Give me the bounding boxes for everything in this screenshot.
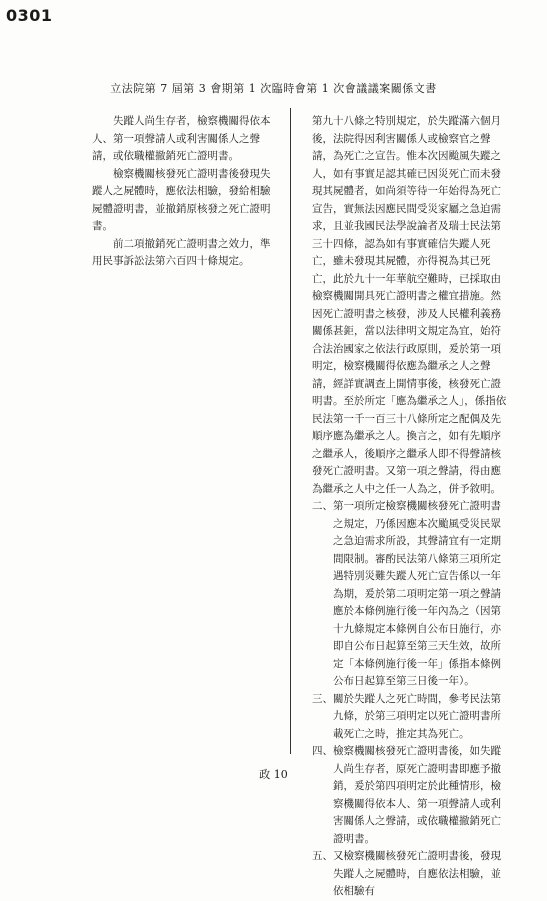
document-title: 立法院第 7 屆第 3 會期第 1 次臨時會第 1 次會議議案關係文書 bbox=[110, 82, 437, 95]
list-item bbox=[312, 848, 508, 901]
left-paragraph: 檢察機關核發死亡證明書後發現失蹤人之屍體時，應依法相驗，發給相驗屍體證明書，並撤銷原核發之死亡證明書。 bbox=[92, 167, 271, 232]
left-column bbox=[92, 113, 275, 271]
right-intro-paragraph: 第九十八條之特別規定，於失蹤滿六個月後，法院得因利害關係人或檢察官之聲請，為死亡之宣告。惟本次因颱風失蹤之人，如有事實足認其確已因災死亡而未發現其屍體者，如尚須等待一年始得為死亡宣告，實無法因應民間受災家屬之急迫需求，且並我國民法學說論者及瑞士民法第三十四條，認為如有事實確信失蹤人死亡，雖未發現其屍體，亦得視為其已死亡，此於九十一年華航空難時，已採取由檢察機關開具死亡證明書之權宜措施。然因死亡證明書之核發，涉及人民權利義務關係甚鉅，當以法律明文規定為宜，始符合法治國家之依法行政原則，爰於第一項明定，檢察機關得依應為繼承之人之聲請，經詳實調查上開情事後，核發死亡證明書。至於所定「應為繼承之人」，係指依民法第一千一百三十八條所定之配偶及先順序應為繼承之人。換言之，如有先順序之繼承人，後順序之繼承人即不得聲請核發死亡證明書。又第一項之聲請，得由應為繼承之人中之任一人為之，併予敘明。 bbox=[312, 115, 507, 495]
list-item-marker: 三、 bbox=[312, 692, 333, 705]
list-item-text: 關於失蹤人之死亡時間，參考民法第九條，於第三項明定以死亡證明書所載死亡之時，推定其為死亡。 bbox=[333, 692, 501, 740]
left-paragraph: 前二項撤銷死亡證明書之效力，準用民事訴訟法第六百四十條規定。 bbox=[92, 237, 271, 267]
list-item bbox=[312, 498, 508, 691]
list-item-text: 檢察機關核發死亡證明書後，如失蹤人尚生存者，原死亡證明書即應予撤銷，爰於第四項明定於此種情形，檢察機關得依本人、第一項聲請人或利害關係人之聲請，或依職權撤銷死亡證明書。 bbox=[333, 745, 501, 845]
list-item-text: 又檢察機關核發死亡證明書後，發現失蹤人之屍體時，自應依法相驗，並依相驗有 bbox=[333, 850, 501, 897]
column-divider bbox=[290, 108, 291, 754]
page-footer: 政 10 bbox=[259, 768, 288, 781]
list-item-marker: 五、 bbox=[312, 850, 333, 862]
list-item-marker: 四、 bbox=[312, 745, 333, 757]
page-number: 0301 bbox=[6, 6, 53, 25]
list-item bbox=[312, 691, 508, 744]
left-paragraph: 失蹤人尚生存者，檢察機關得依本人、第一項聲請人或利害關係人之聲請，或依職權撤銷死亡證明書。 bbox=[92, 115, 271, 162]
list-item bbox=[312, 743, 508, 848]
list-item-marker: 二、 bbox=[312, 500, 333, 512]
right-column bbox=[312, 113, 508, 901]
list-item-text: 第一項所定檢察機關核發死亡證明書之規定，乃係因應本次颱風受災民眾之急迫需求所設，其聲請宜有一定期間限制。審酌民法第八條第三項所定遇特別災難失蹤人死亡宣告係以一年為期，爰於第二項明定第一項之聲請應於本條例施行後一年內為之（因第十九條規定本條例自公布日施行，亦即自公布日起算至第三天生效，故所定「本條例施行後一年」係指本條例公布日起算至第三日後一年）。 bbox=[333, 500, 501, 687]
